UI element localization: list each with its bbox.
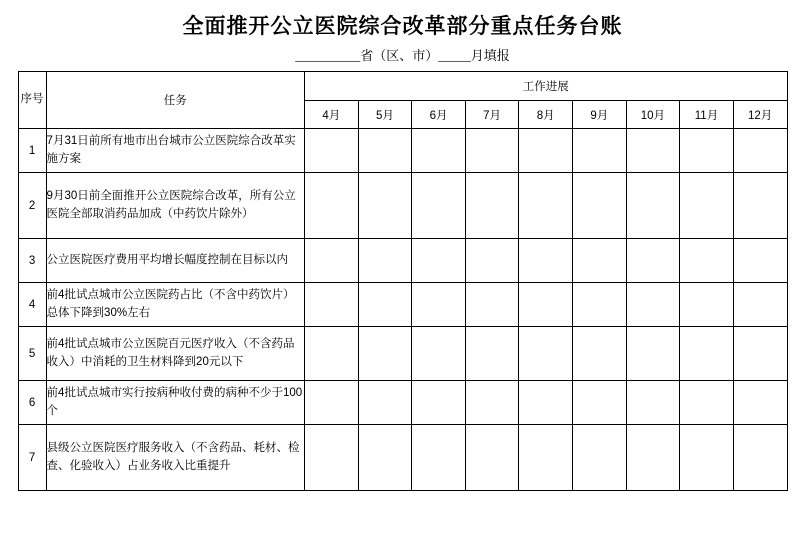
progress-cell[interactable]	[358, 173, 412, 239]
progress-cell[interactable]	[358, 283, 412, 327]
progress-cell[interactable]	[465, 173, 519, 239]
progress-cell[interactable]	[358, 327, 412, 381]
progress-cell[interactable]	[519, 327, 573, 381]
progress-cell[interactable]	[680, 381, 734, 425]
row-seq: 2	[18, 173, 46, 239]
progress-cell[interactable]	[733, 283, 787, 327]
progress-cell[interactable]	[305, 173, 359, 239]
row-task: 县级公立医院医疗服务收入（不含药品、耗材、检查、化验收入）占业务收入比重提升	[46, 425, 304, 491]
progress-cell[interactable]	[519, 173, 573, 239]
progress-cell[interactable]	[573, 283, 627, 327]
progress-cell[interactable]	[465, 283, 519, 327]
row-task: 前4批试点城市实行按病种收付费的病种不少于100个	[46, 381, 304, 425]
row-seq: 1	[18, 129, 46, 173]
table-row	[18, 173, 787, 239]
progress-cell[interactable]	[519, 239, 573, 283]
progress-cell[interactable]	[519, 381, 573, 425]
progress-cell[interactable]	[305, 239, 359, 283]
column-header-month-8: 8月	[519, 101, 573, 129]
progress-cell[interactable]	[519, 283, 573, 327]
column-header-month-6: 6月	[412, 101, 466, 129]
progress-cell[interactable]	[573, 425, 627, 491]
progress-cell[interactable]	[626, 173, 680, 239]
progress-cell[interactable]	[305, 425, 359, 491]
table-row	[18, 425, 787, 491]
progress-cell[interactable]	[358, 381, 412, 425]
progress-cell[interactable]	[465, 129, 519, 173]
progress-cell[interactable]	[573, 381, 627, 425]
column-header-month-10: 10月	[626, 101, 680, 129]
progress-cell[interactable]	[573, 239, 627, 283]
progress-cell[interactable]	[680, 129, 734, 173]
progress-cell[interactable]	[412, 239, 466, 283]
progress-cell[interactable]	[573, 327, 627, 381]
column-header-month-5: 5月	[358, 101, 412, 129]
progress-cell[interactable]	[412, 381, 466, 425]
progress-cell[interactable]	[733, 239, 787, 283]
table-row	[18, 129, 787, 173]
progress-cell[interactable]	[412, 173, 466, 239]
progress-cell[interactable]	[733, 425, 787, 491]
progress-cell[interactable]	[733, 129, 787, 173]
progress-cell[interactable]	[412, 283, 466, 327]
row-task: 前4批试点城市公立医院百元医疗收入（不含药品收入）中消耗的卫生材料降到20元以下	[46, 327, 304, 381]
row-seq: 7	[18, 425, 46, 491]
table-row	[18, 239, 787, 283]
table-header-row-top	[18, 72, 787, 101]
table-row	[18, 381, 787, 425]
report-subtitle: __________省（区、市）_____月填报	[295, 48, 510, 64]
page-title: 全面推开公立医院综合改革部分重点任务台账	[182, 14, 623, 38]
progress-cell[interactable]	[358, 425, 412, 491]
table-row	[18, 283, 787, 327]
column-header-month-7: 7月	[465, 101, 519, 129]
progress-cell[interactable]	[626, 239, 680, 283]
row-task: 9月30日前全面推开公立医院综合改革，所有公立医院全部取消药品加成（中药饮片除外）	[46, 173, 304, 239]
progress-cell[interactable]	[412, 425, 466, 491]
row-task: 7月31日前所有地市出台城市公立医院综合改革实施方案	[46, 129, 304, 173]
progress-cell[interactable]	[626, 425, 680, 491]
row-seq: 6	[18, 381, 46, 425]
progress-cell[interactable]	[573, 173, 627, 239]
task-ledger-table	[18, 71, 788, 491]
row-seq: 5	[18, 327, 46, 381]
progress-cell[interactable]	[305, 283, 359, 327]
progress-cell[interactable]	[412, 327, 466, 381]
column-header-seq: 序号	[18, 72, 46, 129]
progress-cell[interactable]	[680, 173, 734, 239]
progress-cell[interactable]	[305, 381, 359, 425]
progress-cell[interactable]	[626, 129, 680, 173]
progress-cell[interactable]	[305, 327, 359, 381]
progress-cell[interactable]	[465, 425, 519, 491]
progress-cell[interactable]	[465, 239, 519, 283]
column-header-month-12: 12月	[733, 101, 787, 129]
document-page	[0, 14, 805, 542]
progress-cell[interactable]	[519, 425, 573, 491]
progress-cell[interactable]	[412, 129, 466, 173]
row-task: 公立医院医疗费用平均增长幅度控制在目标以内	[46, 239, 304, 283]
progress-cell[interactable]	[626, 327, 680, 381]
progress-cell[interactable]	[680, 239, 734, 283]
progress-cell[interactable]	[465, 381, 519, 425]
progress-cell[interactable]	[573, 129, 627, 173]
progress-cell[interactable]	[305, 129, 359, 173]
column-header-progress: 工作进展	[305, 72, 787, 101]
row-seq: 4	[18, 283, 46, 327]
progress-cell[interactable]	[358, 239, 412, 283]
row-task: 前4批试点城市公立医院药占比（不含中药饮片）总体下降到30%左右	[46, 283, 304, 327]
column-header-month-4: 4月	[305, 101, 359, 129]
progress-cell[interactable]	[733, 327, 787, 381]
row-seq: 3	[18, 239, 46, 283]
progress-cell[interactable]	[519, 129, 573, 173]
progress-cell[interactable]	[733, 381, 787, 425]
progress-cell[interactable]	[465, 327, 519, 381]
progress-cell[interactable]	[733, 173, 787, 239]
progress-cell[interactable]	[626, 283, 680, 327]
progress-cell[interactable]	[680, 327, 734, 381]
progress-cell[interactable]	[358, 129, 412, 173]
column-header-month-11: 11月	[680, 101, 734, 129]
column-header-task: 任务	[46, 72, 304, 129]
progress-cell[interactable]	[680, 425, 734, 491]
column-header-month-9: 9月	[573, 101, 627, 129]
table-row	[18, 327, 787, 381]
progress-cell[interactable]	[680, 283, 734, 327]
progress-cell[interactable]	[626, 381, 680, 425]
